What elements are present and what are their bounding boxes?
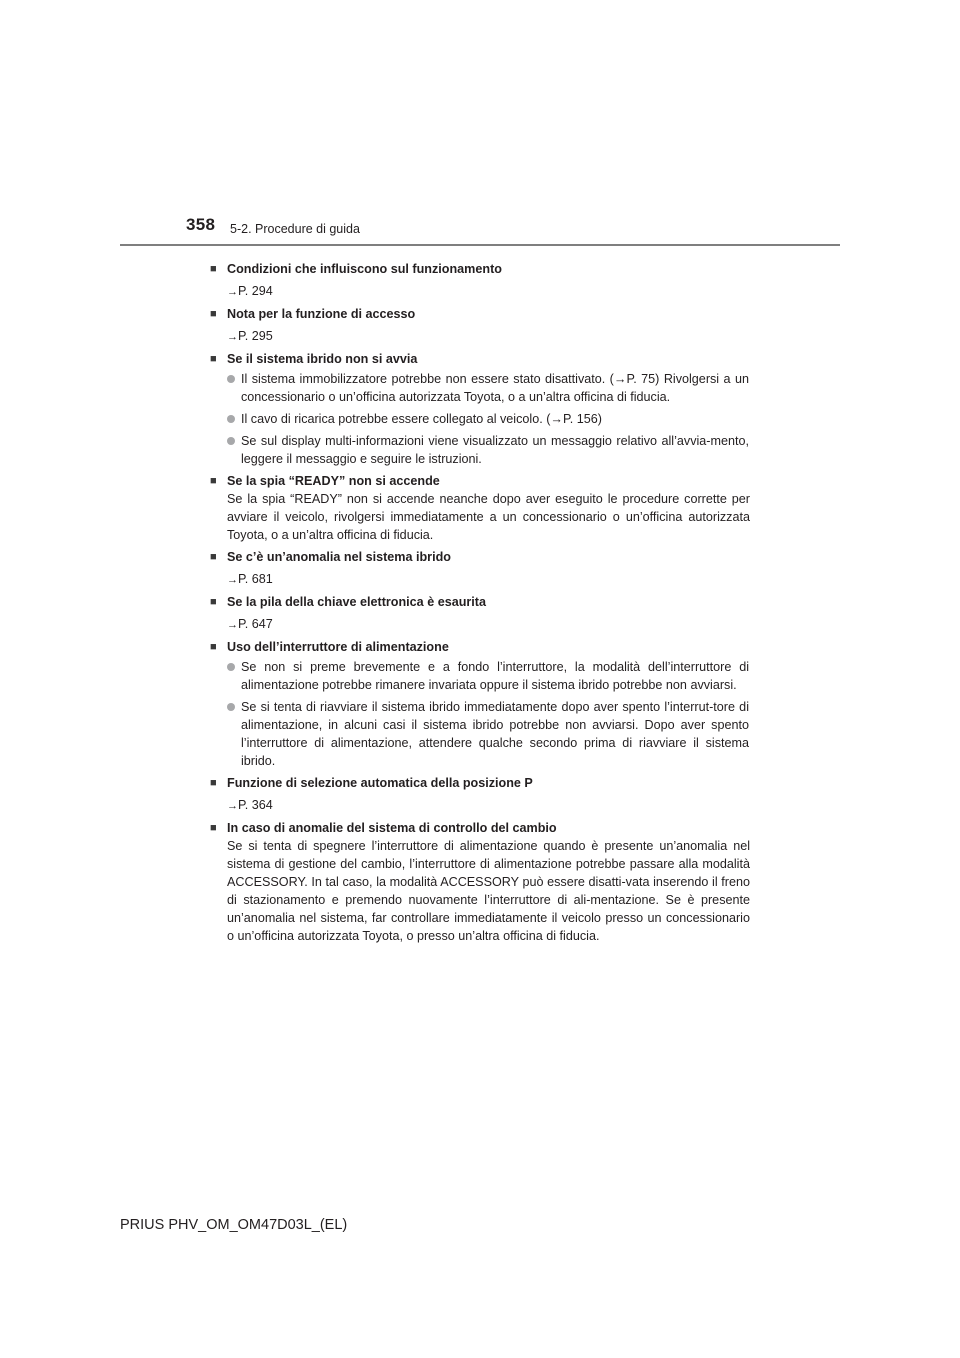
section-heading: Se la spia “READY” non si accende — [227, 474, 440, 488]
section — [210, 774, 750, 815]
square-bullet-icon: ■ — [210, 641, 217, 653]
section-title: 5-2. Procedure di guida — [230, 222, 360, 236]
section-heading: Se il sistema ibrido non si avvia — [227, 352, 418, 366]
header-rule — [120, 244, 840, 246]
page-reference[interactable]: →P. 295 — [227, 329, 273, 343]
content-body — [210, 256, 750, 949]
square-bullet-icon: ■ — [210, 263, 217, 275]
square-bullet-icon: ■ — [210, 308, 217, 320]
page-number: 358 — [186, 215, 216, 234]
circle-bullet-icon — [227, 703, 235, 711]
list-item: Se non si preme brevemente e a fondo l’interruttore, la modalità dell’interruttore di alimentazione potrebbe rimanere invariata oppure il sistema ibrido potrebbe non avviarsi. — [227, 658, 750, 694]
list-item: Il sistema immobilizzatore potrebbe non essere stato disattivato. (→P. 75) Rivolgersi a un concessionario o un’officina autorizzata Toyota, o a un’altra officina di fiducia. — [227, 370, 750, 406]
arrow-right-icon: → — [227, 286, 238, 298]
list-item: Se si tenta di riavviare il sistema ibrido immediatamente dopo aver spento l’interrut-tore di alimentazione, in alcuni casi il sistema ibrido potrebbe non avviarsi. Dopo aver spento l’interruttore di alimentazione, attendere qualche secondo prima di riavviare il sistema ibrido. — [227, 698, 750, 770]
section-heading: Uso dell’interruttore di alimentazione — [227, 640, 449, 654]
circle-bullet-icon — [227, 415, 235, 423]
square-bullet-icon: ■ — [210, 353, 217, 365]
section-paragraph: Se la spia “READY” non si accende neanche dopo aver eseguito le procedure corrette per avviare il veicolo, rivolgersi immediatamente a un concessionario o un’officina autorizzata Toyota, o a un’altra officina di fiducia. — [227, 492, 750, 542]
arrow-right-icon: → — [227, 800, 238, 812]
section — [210, 819, 750, 945]
section — [210, 638, 750, 770]
section-heading: Nota per la funzione di accesso — [227, 307, 416, 321]
arrow-right-icon: → — [227, 331, 238, 343]
page-reference[interactable]: →P. 294 — [227, 284, 273, 298]
section — [210, 350, 750, 468]
square-bullet-icon: ■ — [210, 822, 217, 834]
section-paragraph: Se si tenta di spegnere l’interruttore di alimentazione quando è presente un’anomalia nel sistema di gestione del cambio, l’interruttore di alimentazione potrebbe passare alla modalità ACCESSORY. In tal caso, la modalità ACCESSORY può essere disatti-vata inserendo il freno di stazionamento e premendo nuovamente l’interruttore di ali-mentazione. Se è presente un’anomalia nel sistema, far controllare immediatamente il veicolo presso un concessionario o un’officina autorizzata Toyota, o presso un’altra officina di fiducia. — [227, 839, 750, 943]
square-bullet-icon: ■ — [210, 777, 217, 789]
footer-document-code: PRIUS PHV_OM_OM47D03L_(EL) — [120, 1217, 348, 1233]
section-heading: Se c’è un’anomalia nel sistema ibrido — [227, 550, 451, 564]
circle-bullet-icon — [227, 375, 235, 383]
square-bullet-icon: ■ — [210, 475, 217, 487]
page-reference[interactable]: →P. 681 — [227, 572, 273, 586]
page-reference[interactable]: →P. 647 — [227, 617, 273, 631]
arrow-right-icon: → — [227, 619, 238, 631]
section-heading: Condizioni che influiscono sul funzionamento — [227, 262, 502, 276]
section — [210, 305, 750, 346]
list-item: Il cavo di ricarica potrebbe essere collegato al veicolo. (→P. 156) — [227, 410, 750, 428]
section — [210, 548, 750, 589]
arrow-right-icon: → — [227, 574, 238, 586]
section — [210, 472, 750, 544]
section — [210, 593, 750, 634]
section-heading: Funzione di selezione automatica della posizione P — [227, 776, 533, 790]
page-reference[interactable]: →P. 364 — [227, 798, 273, 812]
section-heading: In caso di anomalie del sistema di controllo del cambio — [227, 821, 557, 835]
section — [210, 260, 750, 301]
section-heading: Se la pila della chiave elettronica è esaurita — [227, 595, 486, 609]
square-bullet-icon: ■ — [210, 551, 217, 563]
list-item: Se sul display multi-informazioni viene visualizzato un messaggio relativo all’avvia-mento, leggere il messaggio e seguire le istruzioni. — [227, 432, 750, 468]
circle-bullet-icon — [227, 437, 235, 445]
circle-bullet-icon — [227, 663, 235, 671]
square-bullet-icon: ■ — [210, 596, 217, 608]
